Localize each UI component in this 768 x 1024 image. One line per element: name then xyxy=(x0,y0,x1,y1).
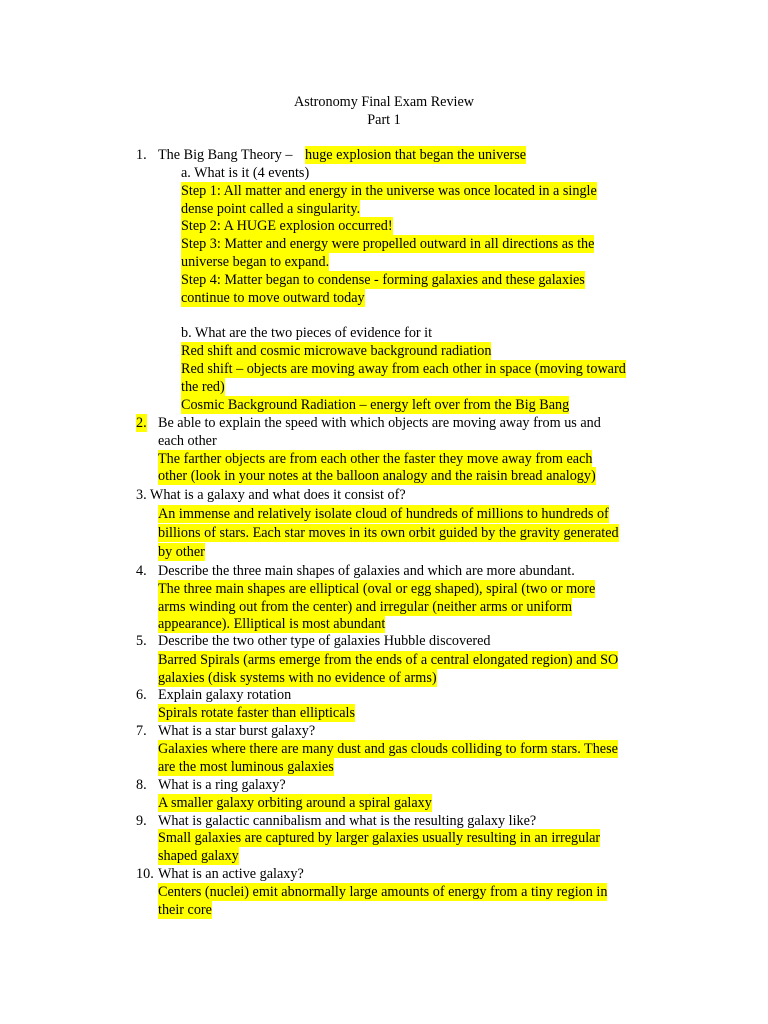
answer-text: dense point called a singularity. xyxy=(181,201,361,217)
question-text: each other xyxy=(158,433,217,449)
answer-text: continue to move outward today xyxy=(181,290,365,306)
item-number: 9. xyxy=(136,813,147,829)
answer-text: Step 2: A HUGE explosion occurred! xyxy=(181,218,393,234)
question-text: Describe the two other type of galaxies Hubble discovered xyxy=(158,633,491,649)
document-title: Astronomy Final Exam Review xyxy=(293,94,475,110)
answer-text: Step 3: Matter and energy were propelled outward in all directions as the xyxy=(181,236,595,252)
answer-text: their core xyxy=(158,902,212,918)
question-text: 3. What is a galaxy and what does it consist of? xyxy=(136,487,406,503)
answer-text: Step 4: Matter began to condense - forming galaxies and these galaxies xyxy=(181,272,585,288)
answer-text: Red shift – objects are moving away from each other in space (moving toward xyxy=(181,361,626,377)
question-text: What is galactic cannibalism and what is the resulting galaxy like? xyxy=(158,813,537,829)
answer-text: A smaller galaxy orbiting around a spiral galaxy xyxy=(158,795,432,811)
document-subtitle: Part 1 xyxy=(367,112,401,128)
item-number: 2. xyxy=(136,415,147,431)
item-number: 1. xyxy=(136,147,147,163)
question-text: What is an active galaxy? xyxy=(158,866,304,882)
question-text: Be able to explain the speed with which objects are moving away from us and xyxy=(158,415,601,431)
answer-text: The farther objects are from each other the faster they move away from each xyxy=(158,451,593,467)
answer-text: galaxies (disk systems with no evidence of arms) xyxy=(158,670,437,686)
question-text: The Big Bang Theory – xyxy=(158,147,293,163)
sub-question-text: a. What is it (4 events) xyxy=(181,165,310,181)
item-number: 4. xyxy=(136,563,147,579)
answer-text: universe began to expand. xyxy=(181,254,330,270)
item-number: 10. xyxy=(136,866,154,882)
item-number: 8. xyxy=(136,777,147,793)
answer-text: Barred Spirals (arms emerge from the ends of a central elongated region) and SO xyxy=(158,652,619,668)
item-number: 5. xyxy=(136,633,147,649)
question-text: Explain galaxy rotation xyxy=(158,687,292,703)
answer-text: Centers (nuclei) emit abnormally large amounts of energy from a tiny region in xyxy=(158,884,608,900)
answer-text: arms winding out from the center) and irregular (neither arms or uniform xyxy=(158,599,573,615)
answer-text: are the most luminous galaxies xyxy=(158,759,334,775)
answer-text: appearance). Elliptical is most abundant xyxy=(158,616,386,632)
answer-text: An immense and relatively isolate cloud of hundreds of millions to hundreds of xyxy=(158,506,609,522)
answer-text: by other xyxy=(158,544,205,560)
answer-text: Red shift and cosmic microwave background radiation xyxy=(181,343,492,359)
answer-text: billions of stars. Each star moves in its own orbit guided by the gravity generated xyxy=(158,525,619,541)
answer-text: Cosmic Background Radiation – energy left over from the Big Bang xyxy=(181,397,570,413)
item-number: 6. xyxy=(136,687,147,703)
question-text: Describe the three main shapes of galaxies and which are more abundant. xyxy=(158,563,575,579)
answer-text: Galaxies where there are many dust and gas clouds colliding to form stars. These xyxy=(158,741,618,757)
answer-text: Small galaxies are captured by larger galaxies usually resulting in an irregular xyxy=(158,830,601,846)
question-text: What is a star burst galaxy? xyxy=(158,723,316,739)
answer-text: other (look in your notes at the balloon analogy and the raisin bread analogy) xyxy=(158,468,596,484)
answer-text: huge explosion that began the universe xyxy=(305,147,527,163)
answer-text: The three main shapes are elliptical (oval or egg shaped), spiral (two or more xyxy=(158,581,596,597)
question-text: What is a ring galaxy? xyxy=(158,777,286,793)
item-number: 7. xyxy=(136,723,147,739)
answer-text: Step 1: All matter and energy in the universe was once located in a single xyxy=(181,183,597,199)
sub-question-text: b. What are the two pieces of evidence for it xyxy=(181,325,433,341)
answer-text: shaped galaxy xyxy=(158,848,239,864)
answer-text: the red) xyxy=(181,379,225,395)
answer-text: Spirals rotate faster than ellipticals xyxy=(158,705,355,721)
